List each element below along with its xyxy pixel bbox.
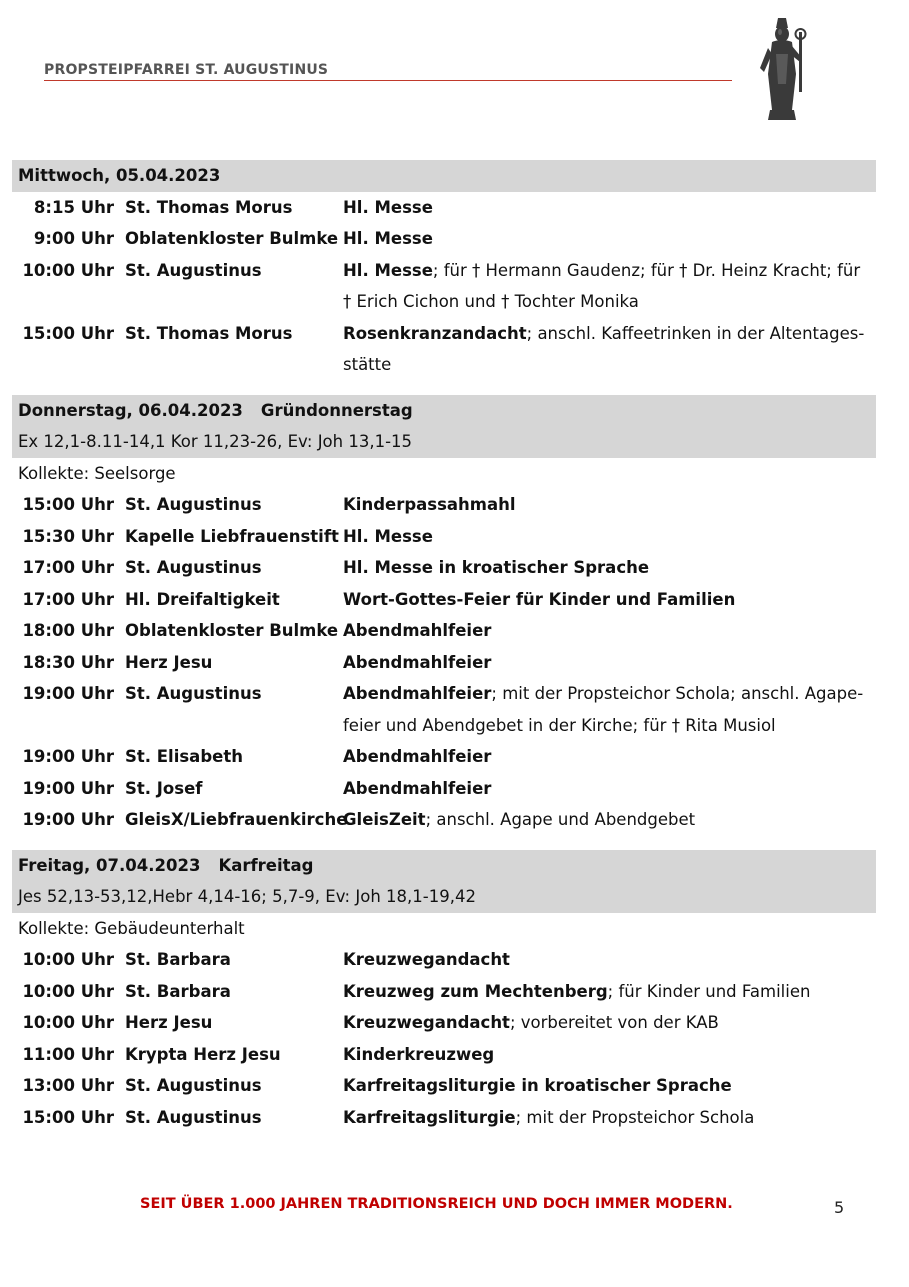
event-row	[12, 773, 876, 805]
day-block-mittwoch	[12, 160, 876, 381]
event-note: ; mit der Propsteichor Schola	[515, 1107, 755, 1127]
event-title: Rosenkranzandacht	[343, 323, 527, 343]
event-place: Hl. Dreifaltigkeit	[125, 589, 280, 609]
event-row	[12, 944, 876, 976]
event-row	[12, 976, 876, 1008]
event-note: ; für † Hermann Gaudenz; für † Dr. Heinz Kracht; für † Erich Cichon und † Tochter Monika	[343, 260, 861, 311]
event-time: 19:00 Uhr	[22, 747, 114, 766]
day-readings: Ex 12,1-8.11-14,1 Kor 11,23-26, Ev: Joh 13,1-15	[18, 432, 413, 451]
event-place: St. Augustinus	[125, 1107, 262, 1127]
event-title: Wort-Gottes-Feier für Kinder und Familien	[343, 589, 736, 609]
event-description	[343, 255, 876, 318]
event-note: ; vorbereitet von der KAB	[509, 1013, 719, 1032]
event-note: ; für Kinder und Familien	[607, 981, 811, 1001]
event-row	[12, 615, 876, 647]
event-title: Abendmahlfeier	[343, 778, 492, 798]
st-augustinus-statue-image	[752, 14, 814, 126]
event-time: 15:00 Uhr	[22, 1107, 114, 1127]
event-time: 10:00 Uhr	[22, 260, 114, 280]
event-title: Karfreitagsliturgie in kroatischer Sprache	[343, 1076, 732, 1095]
event-place: St. Barbara	[125, 950, 231, 969]
event-title: Kreuzwegandacht	[343, 950, 510, 969]
event-title: Kreuzweg zum Mechtenberg	[343, 981, 608, 1001]
event-description	[343, 521, 876, 553]
event-title: Abendmahlfeier	[343, 652, 492, 672]
event-row	[12, 1039, 876, 1071]
event-description	[343, 223, 876, 255]
event-title: Hl. Messe in kroatischer Sprache	[343, 558, 650, 577]
event-row	[12, 521, 876, 553]
event-time: 10:00 Uhr	[22, 950, 114, 969]
event-place: St. Josef	[125, 778, 203, 798]
kollekte-line: Kollekte: Gebäudeunterhalt	[18, 918, 245, 938]
event-row	[12, 1007, 876, 1039]
event-row	[12, 584, 876, 616]
event-place: St. Thomas Morus	[125, 197, 293, 217]
event-description	[343, 773, 876, 805]
header-rule	[44, 80, 732, 81]
day-header	[12, 850, 876, 913]
event-row	[12, 255, 876, 318]
event-row	[12, 741, 876, 773]
event-title: Hl. Messe	[343, 229, 433, 248]
event-description	[343, 1007, 876, 1039]
event-time: 8:15 Uhr	[33, 197, 114, 217]
event-row	[12, 489, 876, 521]
event-title: Karfreitagsliturgie	[343, 1107, 516, 1127]
event-title: Abendmahlfeier	[343, 621, 492, 640]
event-description	[343, 615, 876, 647]
event-place: St. Barbara	[125, 981, 231, 1001]
event-place: St. Thomas Morus	[125, 323, 293, 343]
event-time: 19:00 Uhr	[22, 778, 114, 798]
event-time: 19:00 Uhr	[22, 810, 114, 829]
event-place: St. Augustinus	[125, 495, 262, 514]
event-time: 18:00 Uhr	[22, 621, 114, 640]
event-time: 15:00 Uhr	[22, 323, 114, 343]
event-description	[343, 741, 876, 773]
event-place: Oblatenkloster Bulmke	[125, 229, 339, 248]
day-title: Freitag, 07.04.2023	[18, 855, 201, 875]
event-row	[12, 804, 876, 836]
day-block-donnerstag	[12, 395, 876, 836]
event-time: 17:00 Uhr	[22, 589, 114, 609]
event-description	[343, 647, 876, 679]
event-note: ; mit der Propsteichor Schola; anschl. Agape-feier und Abendgebet in der Kirche; für † Rita Musiol	[343, 684, 864, 735]
event-description	[343, 584, 876, 616]
event-title: Abendmahlfeier	[343, 747, 492, 766]
event-place: St. Augustinus	[125, 260, 262, 280]
event-place: St. Elisabeth	[125, 747, 243, 766]
day-header	[12, 160, 876, 192]
event-row	[12, 192, 876, 224]
event-description	[343, 804, 876, 836]
event-title: Kinderpassahmahl	[343, 495, 516, 514]
event-time: 15:00 Uhr	[22, 495, 114, 514]
page-number: 5	[834, 1198, 845, 1217]
event-description	[343, 489, 876, 521]
event-description	[343, 944, 876, 976]
event-row	[12, 1070, 876, 1102]
event-title: Hl. Messe	[343, 526, 433, 546]
event-title: Kreuzwegandacht	[343, 1013, 510, 1032]
footer-slogan: SEIT ÜBER 1.000 JAHREN TRADITIONSREICH UND DOCH IMMER MODERN.	[140, 1196, 733, 1212]
event-time: 10:00 Uhr	[22, 981, 114, 1001]
event-place: Krypta Herz Jesu	[125, 1044, 281, 1064]
event-description	[343, 1070, 876, 1102]
event-title: Hl. Messe	[343, 197, 433, 217]
event-title: Abendmahlfeier	[343, 684, 492, 703]
feast-name: Gründonnerstag	[260, 400, 413, 420]
event-row	[12, 678, 876, 741]
event-row	[12, 552, 876, 584]
event-place: Herz Jesu	[125, 652, 213, 672]
event-row	[12, 318, 876, 381]
event-place: Herz Jesu	[125, 1013, 213, 1032]
event-title: Kinderkreuzweg	[343, 1044, 495, 1064]
event-time: 19:00 Uhr	[22, 684, 114, 703]
liturgy-schedule	[12, 160, 876, 1147]
event-row	[12, 647, 876, 679]
event-description	[343, 318, 876, 381]
event-place: St. Augustinus	[125, 1076, 262, 1095]
event-row	[12, 1102, 876, 1134]
event-place: GleisX/Liebfrauenkirche	[125, 810, 348, 829]
event-description	[343, 1102, 876, 1134]
event-title: GleisZeit	[343, 810, 426, 829]
event-place: St. Augustinus	[125, 684, 262, 703]
day-readings: Jes 52,13-53,12,Hebr 4,14-16; 5,7-9, Ev: Joh 18,1-19,42	[18, 887, 476, 906]
event-time: 17:00 Uhr	[22, 558, 114, 577]
event-time: 11:00 Uhr	[22, 1044, 114, 1064]
kollekte-line: Kollekte: Seelsorge	[18, 463, 176, 483]
event-note: ; anschl. Kaffeetrinken in der Altentages-stätte	[343, 323, 865, 374]
event-place: Oblatenkloster Bulmke	[125, 621, 339, 640]
day-header	[12, 395, 876, 458]
event-place: St. Augustinus	[125, 558, 262, 577]
event-row	[12, 223, 876, 255]
event-description	[343, 976, 876, 1008]
day-title: Mittwoch, 05.04.2023	[18, 166, 221, 185]
event-description	[343, 678, 876, 741]
event-time: 10:00 Uhr	[22, 1013, 114, 1032]
event-description	[343, 192, 876, 224]
event-place: Kapelle Liebfrauenstift	[125, 526, 339, 546]
event-description	[343, 1039, 876, 1071]
event-time: 9:00 Uhr	[33, 229, 114, 248]
event-time: 15:30 Uhr	[22, 526, 114, 546]
day-block-freitag	[12, 850, 876, 1134]
event-note: ; anschl. Agape und Abendgebet	[425, 810, 696, 829]
event-description	[343, 552, 876, 584]
parish-header-title: PROPSTEIPFARREI ST. AUGUSTINUS	[44, 62, 329, 78]
event-time: 13:00 Uhr	[22, 1076, 114, 1095]
feast-name: Karfreitag	[218, 855, 314, 875]
day-title: Donnerstag, 06.04.2023	[18, 400, 243, 420]
event-time: 18:30 Uhr	[22, 652, 114, 672]
event-title: Hl. Messe	[343, 260, 433, 280]
